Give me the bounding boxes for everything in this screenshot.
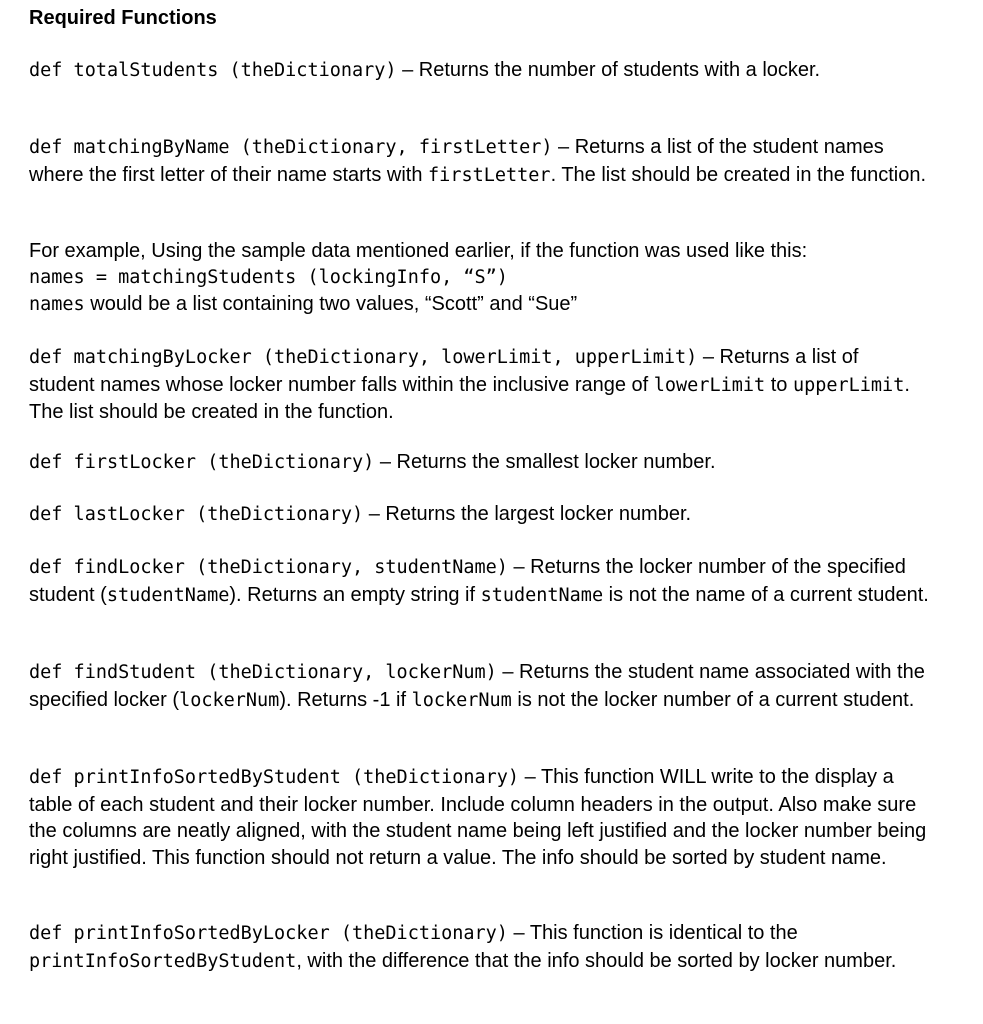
- function-find-student: [29, 659, 929, 714]
- function-description: to: [765, 373, 793, 396]
- function-description: – Returns the largest locker number.: [363, 503, 692, 525]
- function-description: – Returns the locker number of the specified student (: [29, 556, 906, 606]
- function-description: ). Returns -1 if: [279, 688, 412, 711]
- example-code: names = matchingStudents (lockingInfo, “S”): [29, 266, 508, 288]
- inline-code: upperLimit: [792, 374, 905, 396]
- inline-code: lockerNum: [179, 689, 280, 711]
- function-signature: def findLocker (theDictionary, studentName): [29, 557, 508, 578]
- function-description: – Returns the student name associated with the specified locker (: [29, 661, 925, 711]
- function-print-info-sorted-by-student: [29, 764, 929, 871]
- function-description: . The list should be created in the function.: [550, 163, 926, 186]
- example-result-text: would be a list containing two values, “Scott” and “Sue”: [84, 293, 578, 315]
- inline-code: lowerLimit: [653, 374, 766, 396]
- function-signature: def matchingByLocker (theDictionary, lowerLimit, upperLimit): [29, 347, 698, 368]
- inline-code: names: [29, 294, 85, 315]
- inline-code: studentName: [106, 584, 230, 606]
- function-signature: def findStudent (theDictionary, lockerNum): [29, 662, 497, 683]
- example-result: [29, 291, 929, 319]
- function-first-locker: [29, 449, 929, 477]
- function-description: – Returns the number of students with a locker.: [396, 59, 821, 81]
- example-block: [29, 238, 929, 319]
- function-description: – Returns a list of student names whose locker number falls within the inclusive range of: [29, 346, 859, 396]
- function-signature: def firstLocker (theDictionary): [29, 452, 375, 473]
- function-total-students: [29, 57, 929, 85]
- function-description: – This function is identical to the: [507, 922, 798, 944]
- function-description: – This function WILL write to the display a table of each student and their locker number. Include column headers in the output. Also make sure the columns are neatly aligned, with the student name being left justified and the locker number being right justified. This function should not return a value. The info should be sorted by student name.: [29, 766, 927, 869]
- function-signature: def lastLocker (theDictionary): [29, 504, 364, 525]
- inline-code: printInfoSortedByStudent: [29, 950, 297, 972]
- inline-code: studentName: [480, 584, 604, 606]
- function-find-locker: [29, 554, 929, 609]
- function-description: – Returns a list of the student names where the first letter of their name starts with: [29, 136, 884, 186]
- function-signature: def matchingByName (theDictionary, firstLetter): [29, 137, 553, 158]
- function-description: ). Returns an empty string if: [229, 583, 481, 606]
- function-signature: def totalStudents (theDictionary): [29, 60, 397, 81]
- function-last-locker: [29, 501, 929, 529]
- function-matching-by-name: [29, 134, 929, 189]
- function-description: is not the locker number of a current student.: [511, 688, 915, 711]
- section-heading: Required Functions: [29, 7, 217, 29]
- example-intro: For example, Using the sample data mentioned earlier, if the function was used like this:: [29, 240, 808, 262]
- function-matching-by-locker: [29, 344, 929, 426]
- function-description: is not the name of a current student.: [603, 583, 929, 606]
- inline-code: firstLetter: [428, 164, 551, 186]
- function-signature: def printInfoSortedByStudent (theDictionary): [29, 767, 520, 788]
- function-description: , with the difference that the info should be sorted by locker number.: [296, 949, 897, 972]
- function-description: . The list should be created in the function.: [29, 373, 910, 423]
- inline-code: lockerNum: [411, 689, 512, 711]
- function-description: – Returns the smallest locker number.: [374, 451, 716, 473]
- function-print-info-sorted-by-locker: [29, 920, 929, 975]
- function-signature: def printInfoSortedByLocker (theDictionary): [29, 923, 508, 944]
